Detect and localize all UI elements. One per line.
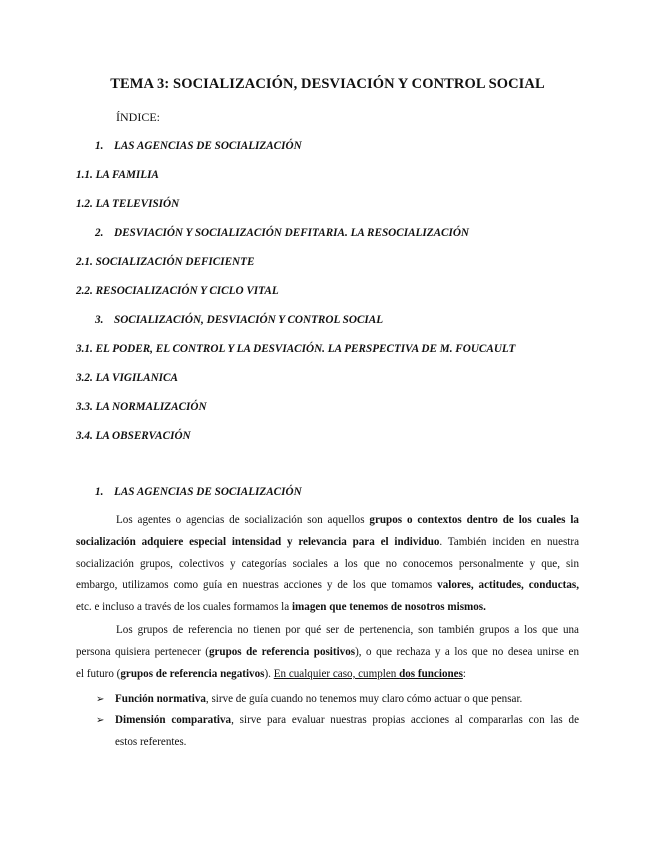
bold-run: valores, actitudes, conductas, xyxy=(437,579,579,592)
text-run: , sirve para evaluar nuestras propias acciones al compararlas con las de xyxy=(231,714,579,726)
paragraph-line xyxy=(76,642,579,664)
toc-number: 3. xyxy=(95,314,104,326)
toc-item-1 xyxy=(95,140,302,152)
toc-item-3-4 xyxy=(76,430,191,442)
toc-item-2 xyxy=(95,227,469,239)
bold-run: imagen que tenemos de nosotros mismos. xyxy=(291,601,486,614)
text-run: persona quisiera pertenecer ( xyxy=(76,645,209,658)
toc-number: 1. xyxy=(95,140,104,152)
toc-text: 1.1. LA FAMILIA xyxy=(76,169,159,181)
toc-text: 3.3. LA NORMALIZACIÓN xyxy=(76,401,207,413)
paragraph-line xyxy=(76,664,579,686)
text-run: etc. e incluso a través de los cuales formamos la xyxy=(76,601,292,614)
underlined-run: En cualquier caso, cumplen xyxy=(273,667,400,680)
text-run: Los grupos de referencia no tienen por qué ser de pertenencia, son también grupos a los que una xyxy=(116,624,579,636)
bullet-line xyxy=(115,689,579,711)
paragraph-line xyxy=(76,532,579,554)
arrow-bullet-icon: ➢ xyxy=(96,715,105,726)
bullet-line xyxy=(115,710,579,732)
paragraph-line xyxy=(76,510,579,532)
text-run: . También inciden en nuestra xyxy=(439,535,580,548)
text-run: estos referentes. xyxy=(115,735,187,748)
text-run: ), o que rechaza y a los que no desea unirse en xyxy=(355,645,579,658)
index-label: ÍNDICE: xyxy=(116,110,160,124)
arrow-bullet-icon: ➢ xyxy=(96,694,105,705)
toc-item-3-2 xyxy=(76,372,178,384)
text-run: Los agentes o agencias de socialización son aquellos xyxy=(116,514,370,526)
paragraph-line xyxy=(76,554,579,576)
section-number: 1. xyxy=(95,486,104,498)
bold-run: Dimensión comparativa xyxy=(115,714,232,726)
toc-text: 2.2. RESOCIALIZACIÓN Y CICLO VITAL xyxy=(76,285,279,297)
toc-text: 2.1. SOCIALIZACIÓN DEFICIENTE xyxy=(76,256,255,268)
text-run: embargo, utilizamos como guía en nuestras acciones y de los que tomamos xyxy=(76,579,438,592)
bold-run: socialización adquiere especial intensidad y relevancia para el individuo xyxy=(76,535,440,548)
toc-item-3-3 xyxy=(76,401,207,413)
section-title: LAS AGENCIAS DE SOCIALIZACIÓN xyxy=(114,486,302,498)
text-run: ). xyxy=(264,667,274,680)
toc-item-2-2 xyxy=(76,285,279,297)
toc-text: 3.2. LA VIGILANICA xyxy=(76,372,178,384)
toc-text: 3.1. EL PODER, EL CONTROL Y LA DESVIACIÓN. LA PERSPECTIVA DE M. FOUCAULT xyxy=(76,343,516,355)
text-run: el futuro ( xyxy=(76,667,121,680)
underlined-bold-run: dos funciones xyxy=(399,667,463,680)
toc-text: SOCIALIZACIÓN, DESVIACIÓN Y CONTROL SOCIAL xyxy=(114,314,384,326)
toc-item-2-1 xyxy=(76,256,254,268)
toc-text: DESVIACIÓN Y SOCIALIZACIÓN DEFITARIA. LA RESOCIALIZACIÓN xyxy=(114,227,469,239)
toc-item-3 xyxy=(95,314,383,326)
paragraph-1 xyxy=(76,510,579,619)
document-title: TEMA 3: SOCIALIZACIÓN, DESVIACIÓN Y CONTROL SOCIAL xyxy=(110,76,545,92)
bold-run: grupos o contextos dentro de los cuales la xyxy=(369,514,579,526)
paragraph-line xyxy=(76,620,579,642)
toc-text: 1.2. LA TELEVISIÓN xyxy=(76,198,180,210)
bold-run: grupos de referencia negativos xyxy=(120,667,265,680)
toc-item-1-1 xyxy=(76,169,159,181)
section-1-heading xyxy=(95,486,302,498)
paragraph-line xyxy=(76,575,579,597)
toc-number: 2. xyxy=(95,227,104,239)
text-run: socialización grupos, colectivos y categorías sociales a los que no conocemos personalmente y que, sin xyxy=(76,557,579,570)
bullet-line xyxy=(115,732,579,754)
text-run: : xyxy=(462,667,466,680)
bold-run: grupos de referencia positivos xyxy=(208,645,356,658)
bullet-text xyxy=(115,689,579,711)
text-run: , sirve de guía cuando no tenemos muy claro cómo actuar o que pensar. xyxy=(205,693,523,705)
bold-run: Función normativa xyxy=(115,693,206,705)
toc-item-1-2 xyxy=(76,198,179,210)
toc-text: LAS AGENCIAS DE SOCIALIZACIÓN xyxy=(114,140,302,152)
paragraph-line xyxy=(76,597,579,619)
toc-text: 3.4. LA OBSERVACIÓN xyxy=(76,430,191,442)
toc-item-3-1 xyxy=(76,343,515,355)
paragraph-2 xyxy=(76,620,579,685)
bullet-text xyxy=(115,710,579,754)
